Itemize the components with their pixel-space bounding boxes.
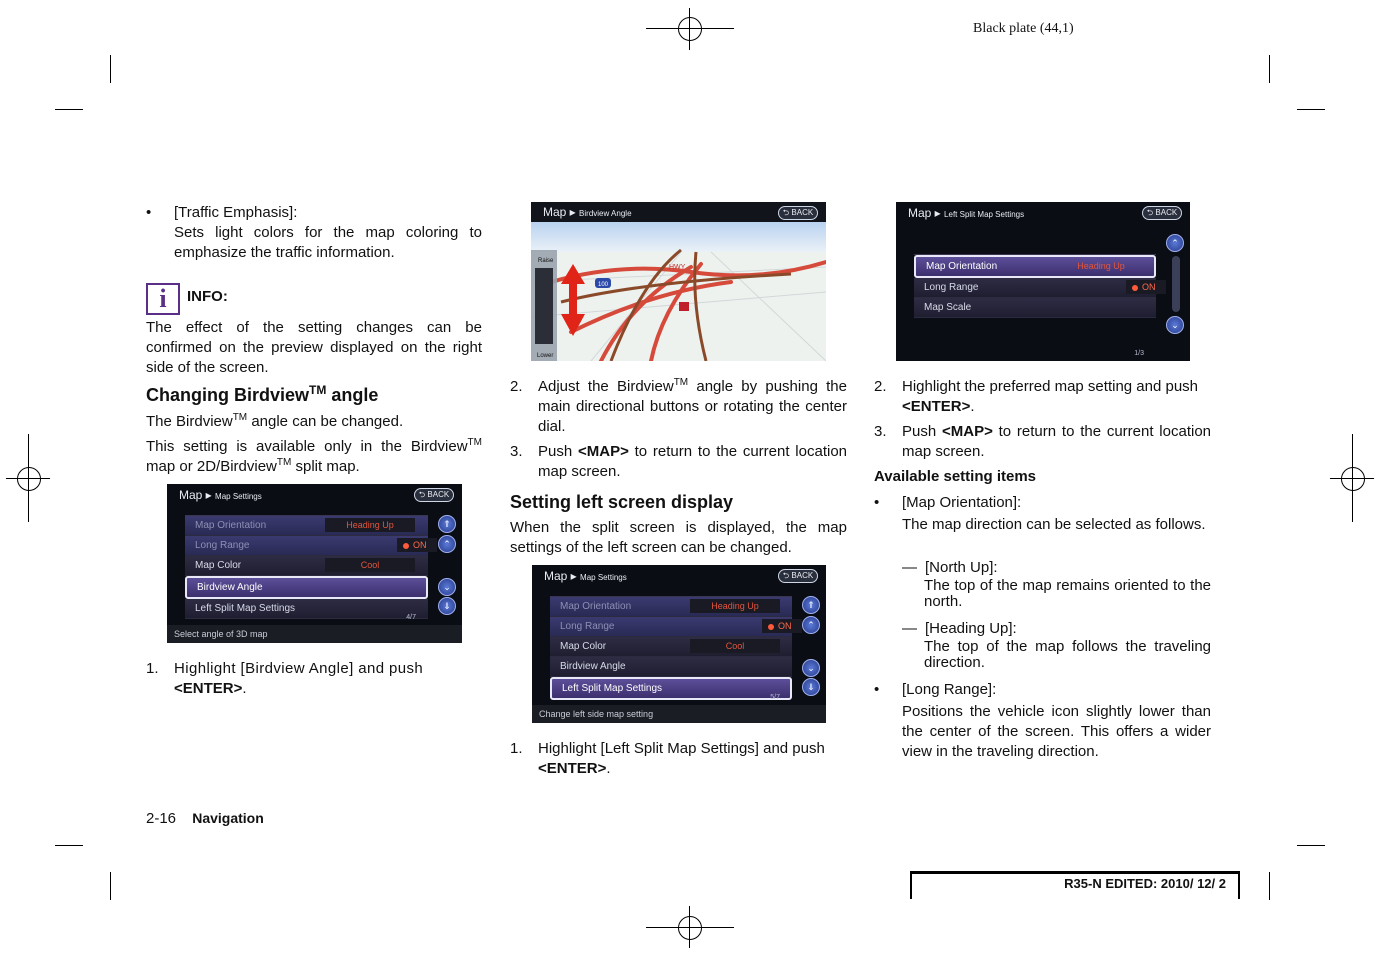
road-label: HWY — [669, 264, 686, 271]
scroll-up-icon[interactable]: ⌃ — [438, 535, 456, 553]
screen-crumb: Birdview Angle — [579, 209, 632, 218]
back-button[interactable]: ⮌ BACK — [414, 488, 454, 502]
scroll-up-icon[interactable]: ⌃ — [802, 616, 820, 634]
dash-north-up: — [North Up]: The top of the map remains oriented to the north. — [902, 559, 1211, 610]
scroll-down-icon[interactable]: ⌄ — [438, 578, 456, 596]
menu-row-map-color[interactable]: Map Color Cool — [185, 556, 428, 576]
screen-title: Map — [544, 569, 568, 583]
back-button[interactable]: ⮌ BACK — [778, 206, 818, 220]
para-split-screen: When the split screen is displayed, the map settings of the left screen can be changed. — [510, 519, 847, 556]
heading-birdview-angle: Changing Birdview™ angle — [146, 383, 379, 405]
scroll-top-icon[interactable]: ⇑ — [802, 596, 820, 614]
menu-row-left-split[interactable]: Left Split Map Settings — [550, 677, 792, 700]
scroll-up-icon[interactable]: ⌃ — [1166, 234, 1184, 252]
screen-crumb: Left Split Map Settings — [944, 210, 1025, 219]
col2-step-1: 1. Highlight [Left Split Map Settings] and push <ENTER>. — [510, 740, 825, 777]
para-availability: This setting is available only in the Birdview™ map or 2D/Birdview™ split map. — [146, 437, 482, 475]
info-label: INFO: — [187, 288, 228, 305]
col2-step-2: 2. Adjust the Birdview™ angle by pushing the main directional buttons or rotating the center dial. — [510, 377, 847, 435]
screen-crumb: Map Settings — [580, 573, 627, 582]
page-number: 2-16 Navigation — [146, 810, 264, 827]
menu-row-long-range[interactable]: Long Range ON — [914, 278, 1156, 298]
col1-step-1: 1. Highlight [Birdview Angle] and push <ENTER>. — [146, 660, 424, 697]
menu-row-birdview-angle[interactable]: Birdview Angle — [550, 657, 792, 677]
heading-left-screen: Setting left screen display — [510, 492, 734, 512]
menu-row-map-orientation[interactable]: Map Orientation Heading Up — [914, 255, 1156, 278]
edit-stamp: R35-N EDITED: 2010/ 12/ 2 — [910, 871, 1240, 899]
col2-step-3: 3. Push <MAP> to return to the current location map screen. — [510, 443, 848, 480]
lower-label: Lower — [537, 353, 554, 359]
page-indicator: 4/7 — [406, 614, 416, 621]
col3-step-3: 3. Push <MAP> to return to the current location map screen. — [874, 423, 1212, 460]
scroll-bottom-icon[interactable]: ⇓ — [802, 678, 820, 696]
screen-title: Map — [179, 488, 203, 502]
page-indicator: 1/3 — [1134, 350, 1144, 357]
menu-row-birdview-angle[interactable]: Birdview Angle — [185, 576, 428, 599]
menu-row-left-split[interactable]: Left Split Map Settings — [185, 599, 428, 619]
back-button[interactable]: ⮌ BACK — [1142, 206, 1182, 220]
screen-title: Map — [908, 206, 932, 220]
scroll-down-icon[interactable]: ⌄ — [802, 659, 820, 677]
scroll-top-icon[interactable]: ⇑ — [438, 515, 456, 533]
para-birdview-changed: The Birdview™ angle can be changed. — [146, 412, 404, 430]
menu-row-map-scale[interactable]: Map Scale — [914, 298, 1156, 318]
scroll-bottom-icon[interactable]: ⇓ — [438, 597, 456, 615]
menu-row-map-orientation[interactable]: Map Orientation Heading Up — [550, 597, 792, 617]
birdview-map-preview — [531, 222, 826, 361]
col3-step-2: 2. Highlight the preferred map setting and push <ENTER>. — [874, 378, 1199, 415]
raise-label: Raise — [538, 258, 554, 264]
bullet-long-range: • [Long Range]: Positions the vehicle icon slightly lower than the center of the screen. This offers a wider view in the traveling direction. — [874, 681, 1211, 760]
route-shield: 100 — [598, 282, 609, 288]
page-indicator: 5/7 — [770, 694, 780, 701]
status-bar: Select angle of 3D map — [167, 625, 462, 643]
screen-birdview-angle: Map ▸ Birdview Angle ⮌ BACK 100 HWY Raise Lower — [531, 202, 826, 361]
screen-crumb: Map Settings — [215, 492, 262, 501]
scrollbar-track[interactable] — [1172, 256, 1180, 312]
menu-row-long-range[interactable]: Long Range ON — [550, 617, 792, 637]
bullet-label: [Traffic Emphasis]: — [174, 204, 298, 221]
status-bar: Change left side map setting — [532, 705, 826, 723]
scroll-down-icon[interactable]: ⌄ — [1166, 316, 1184, 334]
screen-title: Map — [543, 205, 567, 219]
back-button[interactable]: ⮌ BACK — [778, 569, 818, 583]
bullet-traffic-emphasis: • [Traffic Emphasis]: Sets light colors for the map coloring to emphasize the traffic information. — [146, 204, 482, 261]
info-text: The effect of the setting changes can be confirmed on the preview displayed on the right side of the screen. — [146, 319, 482, 376]
plate-label: Black plate (44,1) — [973, 21, 1074, 36]
info-i-icon: i — [146, 283, 180, 315]
menu-row-long-range[interactable]: Long Range ON — [185, 536, 428, 556]
bullet-map-orientation: • [Map Orientation]: The map direction can be selected as follows. — [874, 494, 1206, 533]
subhead-available-items: Available setting items — [874, 468, 1036, 485]
screen-left-split-settings: Map ▸ Left Split Map Settings ⮌ BACK Map Orientation Heading Up Long Range ON Map Scale ⌃ ⌄ 1/3 — [896, 202, 1190, 361]
dash-heading-up: — [Heading Up]: The top of the map follows the traveling direction. — [902, 620, 1211, 671]
menu-row-map-orientation[interactable]: Map Orientation Heading Up — [185, 516, 428, 536]
screen-map-settings-1: Map ▸ Map Settings ⮌ BACK Map Orientation Heading Up Long Range ON Map Color Cool Birdview Angle Left Split Map Settings ⇑ ⌃ ⌄ ⇓ 4/7 Select angle of 3D map — [167, 484, 462, 643]
screen-map-settings-2: Map ▸ Map Settings ⮌ BACK Map Orientation Heading Up Long Range ON Map Color Cool Birdview Angle Left Split Map Settings ⇑ ⌃ ⌄ ⇓ 5/7 Change left side map setting — [532, 565, 826, 723]
menu-row-map-color[interactable]: Map Color Cool — [550, 637, 792, 657]
bullet-description: Sets light colors for the map coloring to emphasize the traffic information. — [174, 224, 482, 261]
